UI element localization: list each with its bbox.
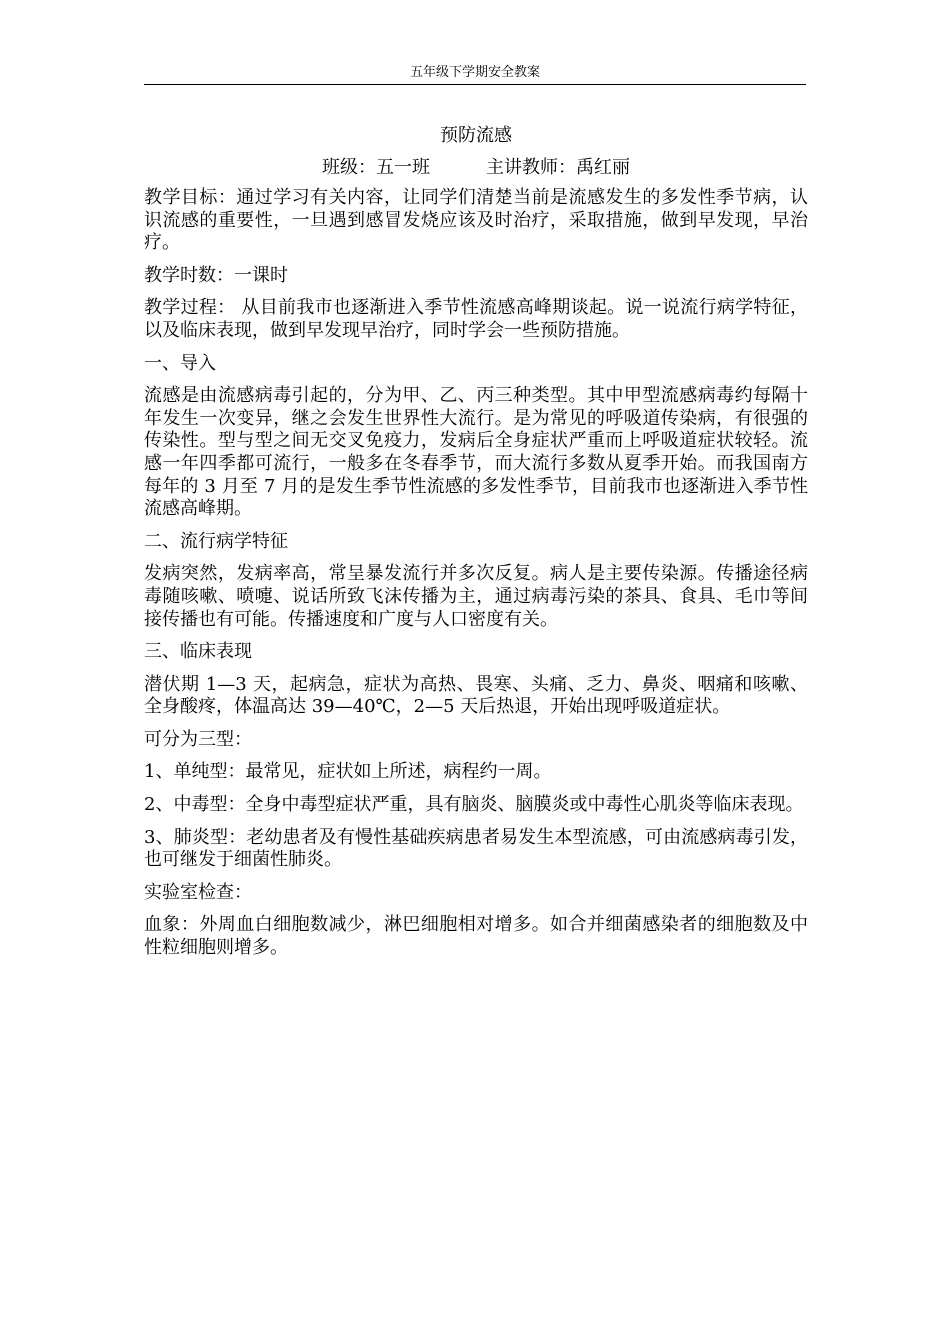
teaching-objective-paragraph: 教学目标：通过学习有关内容，让同学们清楚当前是流感发生的多发性季节病，认识流感的重要性，一旦遇到感冒发烧应该及时治疗，采取措施，做到早发现，早治疗。 (144, 187, 808, 254)
teaching-process-paragraph: 教学过程： 从目前我市也逐渐进入季节性流感高峰期谈起。说一说流行病学特征，以及临床表现，做到早发现早治疗，同时学会一些预防措施。 (144, 297, 808, 341)
section-heading-introduction: 一、导入 (144, 352, 216, 374)
section-heading-clinical: 三、临床表现 (144, 641, 252, 663)
type-toxic-paragraph: 2、中毒型：全身中毒型症状严重，具有脑炎、脑膜炎或中毒性心肌炎等临床表现。 (144, 794, 804, 816)
type-pneumonia-paragraph: 3、肺炎型：老幼患者及有慢性基础疾病患者易发生本型流感，可由流感病毒引发，也可继发于细菌性肺炎。 (144, 826, 808, 871)
section-heading-epidemiology: 二、流行病学特征 (144, 530, 288, 552)
running-header (144, 64, 806, 85)
epidemiology-paragraph: 发病突然，发病率高，常呈暴发流行并多次反复。病人是主要传染源。传播途径病毒随咳嗽、喷嚏、说话所致飞沫传播为主，通过病毒污染的茶具、食具、毛巾等间接传播也有可能。传播速度和广度与人口密度有关。 (144, 563, 808, 630)
document-title: 预防流感 (440, 125, 512, 146)
document-body (144, 122, 808, 970)
clinical-paragraph: 潜伏期 1—3 天，起病急，症状为高热、畏寒、头痛、乏力、鼻炎、咽痛和咳嗽、全身酸疼，体温高达 39—40℃，2—5 天后热退，开始出现呼吸道症状。 (144, 673, 808, 718)
type-simple-paragraph: 1、单纯型：最常见，症状如上所述，病程约一周。 (144, 761, 552, 783)
class-label: 班级：五一班 (322, 157, 430, 178)
lab-tests-heading: 实验室检查： (144, 881, 252, 903)
introduction-paragraph: 流感是由流感病毒引起的，分为甲、乙、丙三种类型。其中甲型流感病毒约每隔十年发生一次变异，继之会发生世界性大流行。是为常见的呼吸道传染病，有很强的传染性。型与型之间无交叉免疫力，发病后全身症状严重而上呼吸道症状较轻。流感一年四季都可流行，一般多在冬春季节，而大流行多数从夏季开始。而我国南方每年的 3 月至 7 月的是发生季节性流感的多发性季节，目前我市也逐渐进入季节性流感高峰期。 (144, 385, 808, 520)
teacher-label: 主讲教师：禹红丽 (486, 157, 630, 178)
teaching-hours-paragraph: 教学时数：一课时 (144, 264, 288, 286)
running-header-title: 五年级下学期安全教案 (409, 65, 540, 80)
blood-picture-paragraph: 血象：外周血白细胞数减少，淋巴细胞相对增多。如合并细菌感染者的细胞数及中性粒细胞则增多。 (144, 914, 808, 959)
class-teacher-line (144, 154, 808, 182)
types-intro-paragraph: 可分为三型： (144, 728, 252, 750)
